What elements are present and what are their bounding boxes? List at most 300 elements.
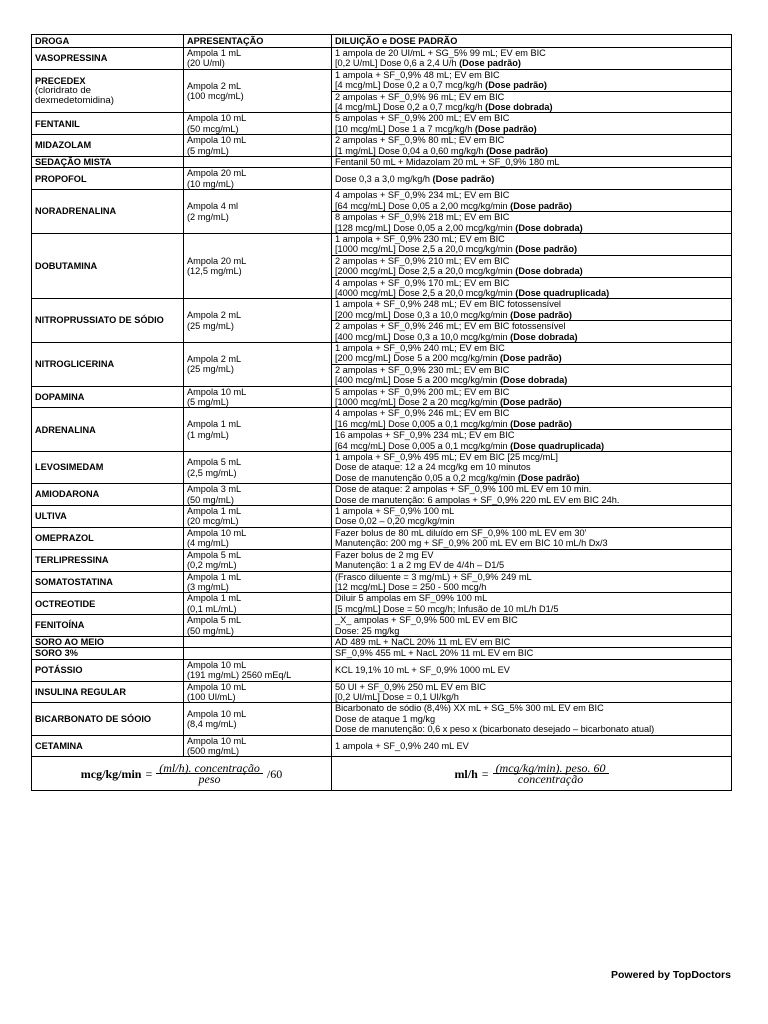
dilution-cell (332, 452, 732, 484)
drug-name: BICARBONATO DE SÓOIO (35, 713, 152, 724)
formula-left-eq: = (145, 766, 153, 781)
dilution-cell (332, 430, 732, 452)
dilution-line (335, 682, 728, 692)
dilution-text: Manutenção: 1 a 2 mg EV de 4/4h – D1/5 (335, 560, 505, 571)
dilution-line (335, 506, 728, 516)
dilution-line (335, 321, 728, 331)
presentation-line: (8,4 mg/mL) (187, 718, 237, 729)
dilution-line (335, 665, 728, 675)
dilution-line (335, 397, 728, 407)
dilution-text: [400 mcg/mL] Dose 5 a 200 mcg/kg/min (335, 375, 500, 386)
table-row (32, 168, 732, 190)
presentation-cell (184, 571, 332, 593)
presentation-line: Ampola 5 mL (187, 549, 242, 560)
table-row (32, 571, 732, 593)
dose-label: (Dose padrão) (517, 472, 580, 483)
dilution-text: Dose de ataque: 12 a 24 mcg/kg em 10 minutos (335, 462, 531, 473)
presentation-line: Ampola 20 mL (187, 255, 247, 266)
table-row (32, 452, 732, 484)
dose-label: (Dose padrão) (485, 80, 547, 91)
table-row (32, 342, 732, 364)
drug-name-cell (32, 157, 184, 168)
table-row (32, 648, 732, 659)
dilution-line (335, 495, 728, 505)
dilution-cell (332, 636, 732, 647)
presentation-cell (184, 659, 332, 681)
drug-name: ULTIVA (35, 511, 67, 522)
dilution-line (335, 741, 728, 751)
presentation-cell (184, 527, 332, 549)
table-row (32, 593, 732, 615)
presentation-cell (184, 506, 332, 528)
dose-label: (Dose padrão) (510, 200, 572, 211)
dilution-line (335, 484, 728, 494)
drug-name: NITROPRUSSIATO DE SÓDIO (35, 315, 164, 326)
presentation-line: Ampola 5 mL (187, 457, 242, 468)
dilution-line (335, 278, 728, 288)
presentation-line: Ampola 1 mL (187, 419, 242, 430)
dilution-line (335, 157, 728, 167)
drug-name-cell (32, 527, 184, 549)
dose-label: (Dose dobrada) (515, 266, 583, 277)
dilution-text: KCL 19,1% 10 mL + SF_0,9% 1000 mL EV (335, 664, 510, 675)
table-row (32, 703, 732, 735)
drug-name-cell (32, 615, 184, 637)
dilution-line (335, 452, 728, 462)
drug-name: CETAMINA (35, 740, 83, 751)
dilution-line (335, 387, 728, 397)
formula-right-numerator: (mcg/kg/min). peso. 60 (493, 763, 609, 774)
dilution-text: Dose de manutenção: 0,6 x peso x (bicarbonato desejado – bicarbonato atual) (335, 724, 655, 735)
drug-name: DOBUTAMINA (35, 260, 98, 271)
dilution-line (335, 310, 728, 320)
dilution-text: [200 mcg/mL] Dose 0,3 a 10,0 mcg/kg/min (335, 309, 511, 320)
drug-name: OMEPRAZOL (35, 533, 94, 544)
dilution-text: 2 ampolas + SF_0,9% 230 mL; EV em BIC (335, 364, 510, 375)
dilution-text: [12 mcg/mL] Dose = 250 - 500 mcg/h (335, 581, 487, 592)
presentation-line: Ampola 5 mL (187, 615, 242, 626)
presentation-line: Ampola 10 mL (187, 135, 247, 146)
drug-name: TERLIPRESSINA (35, 554, 109, 565)
drug-name: DOPAMINA (35, 391, 85, 402)
header-drug: DROGA (32, 35, 184, 48)
presentation-line: (0,1 mL/mL) (187, 603, 237, 614)
presentation-line: Ampola 20 mL (187, 168, 247, 179)
dilution-text: Diluir 5 ampolas em SF_09% 100 mL (335, 593, 488, 604)
presentation-line: Ampola 1 mL (187, 571, 242, 582)
drug-name-cell (32, 233, 184, 298)
dilution-line (335, 174, 728, 184)
dilution-line (335, 256, 728, 266)
dilution-text: [4000 mcg/mL] Dose 2,5 a 20,0 mcg/kg/min (335, 287, 516, 298)
table-row (32, 190, 732, 212)
dilution-line (335, 593, 728, 603)
drug-name: SORO AO MEIO (35, 636, 105, 647)
dilution-text: 4 ampolas + SF_0,9% 170 mL; EV em BIC (335, 277, 510, 288)
presentation-cell (184, 69, 332, 113)
dilution-line (335, 441, 728, 451)
drug-name-cell (32, 506, 184, 528)
presentation-cell (184, 113, 332, 135)
presentation-line: Ampola 2 mL (187, 80, 242, 91)
drug-name: AMIODARONA (35, 489, 100, 500)
table-row (32, 69, 732, 91)
dilution-cell (332, 190, 732, 212)
formula-row (32, 757, 732, 791)
dilution-text: 2 ampolas + SF_0,9% 210 mL; EV em BIC (335, 255, 510, 266)
dilution-line (335, 430, 728, 440)
dilution-cell (332, 212, 732, 234)
dilution-text: 8 ampolas + SF_0,9% 218 mL; EV em BIC (335, 212, 510, 223)
presentation-line: (100 mcg/mL) (187, 91, 244, 102)
dilution-cell (332, 484, 732, 506)
dose-label: (Dose padrão) (432, 173, 495, 184)
presentation-line: (1 mg/mL) (187, 429, 229, 440)
presentation-cell (184, 648, 332, 659)
drug-name-cell (32, 386, 184, 408)
drug-name: SEDAÇÃO MISTA (35, 157, 112, 168)
presentation-line: Ampola 3 mL (187, 484, 242, 495)
drug-name-cell (32, 135, 184, 157)
drug-name: VASOPRESSINA (35, 53, 108, 64)
presentation-cell (184, 615, 332, 637)
presentation-line: (5 mg/mL) (187, 397, 229, 407)
presentation-line: Ampola 10 mL (187, 708, 247, 719)
presentation-cell (184, 299, 332, 343)
formula-right-lhs: ml/h (454, 766, 478, 781)
dilution-line (335, 637, 728, 647)
dose-label: (Dose padrão) (499, 353, 562, 364)
dilution-text: Dose: 25 mg/kg (335, 625, 400, 636)
drug-name: ADRENALINA (35, 424, 96, 435)
presentation-line: Ampola 10 mL (187, 113, 247, 124)
dose-label: (Dose padrão) (499, 397, 562, 407)
drug-name: PRECEDEX (35, 75, 86, 86)
drug-name-cell (32, 69, 184, 113)
dilution-text: 1 ampola + SF_0,9% 240 mL; EV em BIC (335, 342, 505, 353)
dilution-cell (332, 549, 732, 571)
dilution-line (335, 135, 728, 145)
drug-name-cell (32, 48, 184, 70)
dilution-text: [1000 mcg/mL] Dose 2 a 20 mcg/kg/min (335, 397, 500, 407)
dilution-text: Dose de manutenção 0,05 a 0,2 mcg/kg/min (335, 472, 518, 483)
dose-label: (Dose quadruplicada) (510, 440, 605, 451)
drug-name-cell (32, 452, 184, 484)
dilution-line (335, 124, 728, 134)
dilution-line (335, 266, 728, 276)
dilution-cell (332, 386, 732, 408)
presentation-line: (50 mcg/mL) (187, 123, 239, 134)
formula-ml-h (332, 757, 732, 791)
drug-name-cell (32, 484, 184, 506)
dilution-cell (332, 299, 732, 321)
presentation-line: (25 mg/mL) (187, 320, 234, 331)
dilution-line (335, 92, 728, 102)
presentation-line: (100 UI/mL) (187, 691, 236, 702)
presentation-line: Ampola 1 mL (187, 593, 242, 604)
dilution-text: 2 ampolas + SF_0,9% 96 mL; EV em BIC (335, 91, 505, 102)
dilution-cell (332, 571, 732, 593)
presentation-line: (2 mg/mL) (187, 211, 229, 222)
dilution-cell (332, 506, 732, 528)
dilution-cell (332, 648, 732, 659)
drug-name: OCTREOTIDE (35, 598, 96, 609)
table-row (32, 157, 732, 168)
dilution-text: 16 ampolas + SF_0,9% 234 mL; EV em BIC (335, 430, 515, 441)
dilution-line (335, 419, 728, 429)
drug-name-cell (32, 299, 184, 343)
dilution-cell (332, 615, 732, 637)
presentation-line: (2,5 mg/mL) (187, 467, 237, 478)
dilution-cell (332, 113, 732, 135)
presentation-line: (5 mg/mL) (187, 145, 229, 156)
dilution-text: [0,2 U/mL] Dose 0,6 a 2,4 U/h (335, 58, 460, 69)
dilution-line (335, 572, 728, 582)
dilution-line (335, 365, 728, 375)
dilution-line (335, 462, 728, 472)
dose-label: (Dose dobrada) (510, 331, 578, 342)
dose-label: (Dose padrão) (459, 58, 521, 69)
presentation-cell (184, 342, 332, 386)
dilution-text: Fazer bolus de 2 mg EV (335, 549, 434, 560)
presentation-line: Ampola 10 mL (187, 681, 247, 692)
drug-name-cell (32, 593, 184, 615)
drug-name: NORADRENALINA (35, 206, 117, 217)
dilution-text: 5 ampolas + SF_0,9% 200 mL; EV em BIC (335, 113, 510, 124)
drug-name: SORO 3% (35, 648, 78, 659)
table-row (32, 135, 732, 157)
dose-label: (Dose dobrada) (499, 375, 568, 386)
dilution-text: Dose de manutenção: 6 ampolas + SF_0,9% 220 mL EV em BIC 24h. (335, 494, 620, 505)
drug-dilution-sheet (31, 34, 731, 791)
dilution-line (335, 113, 728, 123)
presentation-line: (500 mg/mL) (187, 746, 240, 756)
presentation-cell (184, 135, 332, 157)
dilution-line (335, 408, 728, 418)
table-row (32, 615, 732, 637)
drug-subname: dexmedetomidina) (35, 95, 114, 107)
dilution-line (335, 70, 728, 80)
dilution-text: 1 ampola de 20 UI/mL + SG_5% 99 mL; EV em BIC (335, 48, 546, 58)
presentation-line: (4 mg/mL) (187, 538, 229, 549)
dilution-text: Dose 0,02 – 0,20 mcg/kg/min (335, 516, 455, 527)
presentation-cell (184, 452, 332, 484)
dilution-line (335, 648, 728, 658)
formula-mcg-kg-min (32, 757, 332, 791)
dilution-text: _X_ ampolas + SF_0,9% 500 mL EV em BIC (335, 615, 518, 626)
drug-name: LEVOSIMEDAM (35, 462, 104, 473)
dilution-text: [4 mcg/mL] Dose 0,2 a 0,7 mcg/kg/h (335, 102, 486, 113)
dilution-line (335, 604, 728, 614)
dilution-text: [64 mcg/mL] Dose 0,005 a 0,1 mcg/kg/min (335, 440, 511, 451)
table-row (32, 484, 732, 506)
dilution-text: Dose 0,3 a 3,0 mg/kg/h (335, 173, 433, 184)
dilution-text: [1 mg/mL] Dose 0,04 a 0,60 mg/kg/h (335, 145, 487, 156)
drug-table (31, 34, 732, 757)
presentation-line: (0,2 mg/mL) (187, 560, 237, 571)
presentation-line: Ampola 10 mL (187, 735, 247, 746)
presentation-cell (184, 593, 332, 615)
dilution-line (335, 528, 728, 538)
dilution-line (335, 146, 728, 156)
presentation-cell (184, 636, 332, 647)
dilution-line (335, 703, 728, 713)
dilution-text: AD 489 mL + NaCL 20% 11 mL EV em BIC (335, 636, 511, 647)
table-row (32, 48, 732, 70)
formula-left-numerator: (ml/h). concentração (156, 763, 263, 774)
dilution-text: 50 UI + SF_0,9% 250 mL EV em BIC (335, 681, 487, 692)
presentation-line: Ampola 1 mL (187, 506, 242, 517)
dose-label: (Dose padrão) (515, 244, 578, 255)
dilution-text: 1 ampola + SF_0,9% 48 mL; EV em BIC (335, 69, 500, 80)
drug-name: PROPOFOL (35, 173, 87, 184)
dilution-cell (332, 703, 732, 735)
dilution-text: [400 mcg/mL] Dose 0,3 a 10,0 mcg/kg/min (335, 331, 511, 342)
presentation-cell (184, 484, 332, 506)
dilution-line (335, 332, 728, 342)
dilution-line (335, 234, 728, 244)
dose-label: (Dose dobrada) (515, 222, 583, 233)
dose-label: (Dose padrão) (510, 418, 572, 429)
drug-name-cell (32, 113, 184, 135)
presentation-cell (184, 157, 332, 168)
dilution-text: 1 ampola + SF_0,9% 100 mL (335, 506, 455, 517)
dilution-text: SF_0,9% 455 mL + NacL 20% 11 mL EV em BIC (335, 648, 534, 659)
dilution-line (335, 724, 728, 734)
table-row (32, 386, 732, 408)
drug-name-cell (32, 648, 184, 659)
presentation-line: (20 U/ml) (187, 58, 225, 69)
presentation-cell (184, 168, 332, 190)
dilution-cell (332, 69, 732, 91)
presentation-line: (191 mg/mL) 2560 mEq/L (187, 670, 292, 681)
drug-name-cell (32, 659, 184, 681)
presentation-line: (50 mg/mL) (187, 625, 234, 636)
dilution-line (335, 48, 728, 58)
dilution-cell (332, 233, 732, 255)
dilution-text: [128 mcg/mL] Dose 0,05 a 2,00 mcg/kg/min (335, 222, 516, 233)
formula-left-lhs: mcg/kg/min (80, 766, 142, 781)
dilution-text: [0,2 UI/mL] Dose = 0,1 UI/kg/h (335, 691, 459, 702)
drug-name-cell (32, 681, 184, 703)
dilution-text: [16 mcg/mL] Dose 0,005 a 0,1 mcg/kg/min (335, 418, 511, 429)
drug-name-cell (32, 549, 184, 571)
dilution-line (335, 343, 728, 353)
header-dilution: DILUIÇÃO e DOSE PADRÃO (332, 35, 732, 48)
table-row (32, 549, 732, 571)
dilution-cell (332, 277, 732, 299)
table-row (32, 659, 732, 681)
drug-name-cell (32, 571, 184, 593)
dose-label: (Dose padrão) (474, 123, 537, 134)
presentation-line: (12,5 mg/mL) (187, 266, 242, 277)
dose-label: (Dose padrão) (486, 145, 548, 156)
dilution-cell (332, 321, 732, 343)
dilution-text: [2000 mcg/mL] Dose 2,5 a 20,0 mcg/kg/min (335, 266, 516, 277)
table-row (32, 233, 732, 255)
formula-left-fraction (156, 763, 263, 785)
presentation-line: (10 mg/mL) (187, 178, 234, 189)
table-row (32, 113, 732, 135)
dilution-text: [64 mcg/mL] Dose 0,05 a 2,00 mcg/kg/min (335, 200, 511, 211)
dilution-text: 5 ampolas + SF_0,9% 200 mL; EV em BIC (335, 386, 510, 397)
dilution-text: [5 mcg/mL] Dose = 50 mcg/h; Infusão de 10 mL/h D1/5 (335, 603, 559, 614)
dilution-text: Dose de ataque 1 mg/kg (335, 713, 436, 724)
dilution-cell (332, 48, 732, 70)
table-row (32, 299, 732, 321)
dilution-line (335, 212, 728, 222)
dilution-cell (332, 364, 732, 386)
dilution-line (335, 516, 728, 526)
dilution-cell (332, 659, 732, 681)
table-row (32, 506, 732, 528)
drug-name: MIDAZOLAM (35, 140, 92, 151)
presentation-line: (25 mg/mL) (187, 364, 234, 375)
dilution-line (335, 375, 728, 385)
table-row (32, 408, 732, 430)
dilution-line (335, 102, 728, 112)
dilution-cell (332, 342, 732, 364)
dilution-line (335, 473, 728, 483)
dose-label: (Dose padrão) (510, 309, 572, 320)
presentation-cell (184, 48, 332, 70)
dilution-line (335, 80, 728, 90)
dilution-line (335, 223, 728, 233)
dilution-line (335, 353, 728, 363)
presentation-cell (184, 703, 332, 735)
dose-label: (Dose quadruplicada) (515, 287, 610, 298)
dilution-cell (332, 593, 732, 615)
drug-name: FENTANIL (35, 118, 80, 129)
dilution-cell (332, 168, 732, 190)
dilution-text: Fentanil 50 mL + Midazolam 20 mL + SF_0,9% 180 mL (335, 157, 560, 168)
dilution-line (335, 615, 728, 625)
formula-left-denominator: peso (198, 772, 221, 787)
header-presentation: APRESENTAÇÃO (184, 35, 332, 48)
formula-right-fraction (493, 763, 609, 785)
dilution-line (335, 582, 728, 592)
dilution-line (335, 299, 728, 309)
dilution-line (335, 626, 728, 636)
dilution-text: Manutenção: 200 mg + SF_0,9% 200 mL EV em BIC 10 mL/h Dx/3 (335, 538, 608, 549)
formula-right-denominator: concentração (517, 772, 584, 787)
presentation-line: Ampola 10 mL (187, 386, 247, 397)
drug-name: INSULINA REGULAR (35, 686, 127, 697)
drug-name: NITROGLICERINA (35, 359, 115, 370)
formula-right-eq: = (481, 766, 489, 781)
formula-table (31, 756, 732, 791)
dilution-text: [200 mcg/mL] Dose 5 a 200 mcg/kg/min (335, 353, 500, 364)
presentation-line: Ampola 2 mL (187, 310, 242, 321)
table-row (32, 735, 732, 757)
dilution-cell (332, 157, 732, 168)
table-row (32, 681, 732, 703)
drug-name-cell (32, 735, 184, 757)
drug-name-cell (32, 408, 184, 452)
dilution-text: Fazer bolus de 80 mL diluído em SF_0,9% 100 mL EV em 30’ (335, 527, 587, 538)
presentation-line: (50 mg/mL) (187, 494, 234, 505)
dilution-text: Bicarbonato de sódio (8,4%) XX mL + SG_5% 300 mL EV em BIC (335, 703, 604, 714)
drug-subname: (cloridrato de (35, 84, 91, 96)
dilution-cell (332, 91, 732, 113)
dilution-line (335, 58, 728, 68)
dilution-cell (332, 408, 732, 430)
dilution-cell (332, 681, 732, 703)
presentation-line: Ampola 10 mL (187, 527, 247, 538)
dilution-line (335, 190, 728, 200)
dilution-text: 1 ampola + SF_0,9% 495 mL; EV em BIC [25 mcg/mL] (335, 452, 558, 463)
dilution-text: [10 mcg/mL] Dose 1 a 7 mcg/kg/h (335, 123, 475, 134)
